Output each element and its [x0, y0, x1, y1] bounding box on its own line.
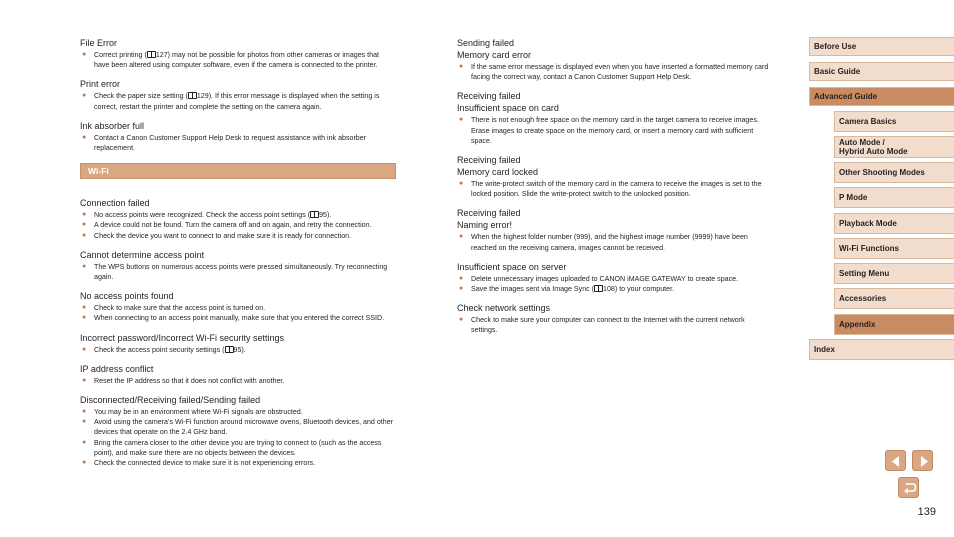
nav-accessories[interactable]: Accessories — [834, 288, 954, 309]
remedy-item — [80, 220, 396, 230]
remedy-text: No access points were recognized. Check the access point settings ( — [94, 211, 311, 220]
remedy-list — [80, 262, 396, 282]
error-entry — [457, 155, 773, 199]
remedy-text: When connecting to an access point manually, make sure that you entered the correct SSID. — [94, 314, 385, 323]
remedy-text: The WPS buttons on numerous access points were pressed simultaneously. Try reconnecting again. — [94, 262, 388, 282]
remedy-item — [80, 458, 396, 468]
remedy-item — [457, 274, 773, 284]
error-entry — [80, 364, 396, 386]
remedy-text: Check the device you want to connect to and make sure it is ready for connection. — [94, 231, 352, 240]
nav-before-use[interactable]: Before Use — [809, 37, 954, 56]
page-number: 139 — [917, 506, 936, 518]
nav-advanced-guide[interactable]: Advanced Guide — [809, 87, 954, 106]
bullet-icon: ● — [459, 233, 464, 241]
error-title: IP address conflict — [80, 363, 154, 374]
error-title: Disconnected/Receiving failed/Sending failed — [80, 395, 261, 406]
next-page-icon — [913, 451, 934, 472]
bullet-icon: ● — [459, 63, 464, 70]
remedy-list — [80, 50, 396, 70]
error-subtitle: Naming error! — [457, 220, 513, 231]
nav-other-shooting-modes[interactable]: Other Shooting Modes — [834, 162, 954, 183]
left-column — [80, 38, 396, 477]
remedy-text: Reset the IP address so that it does not conflict with another. — [94, 376, 285, 385]
error-entry — [80, 198, 396, 241]
remedy-list — [80, 210, 396, 241]
error-entry — [80, 79, 396, 111]
bullet-icon: ● — [82, 304, 87, 312]
page-reference-link[interactable]: 95 — [319, 211, 327, 220]
remedy-item — [457, 115, 773, 146]
remedy-text: Check the access point security settings ( — [94, 345, 225, 354]
remedy-text-end: ). — [241, 345, 246, 354]
error-title: No access points found — [80, 291, 174, 302]
return-button[interactable] — [898, 477, 919, 498]
nav-auto-mode-line2: Hybrid Auto Mode — [839, 147, 908, 156]
bullet-icon: ● — [82, 92, 87, 100]
middle-column — [457, 38, 773, 345]
error-title: Insufficient space on server — [457, 261, 567, 272]
nav-basic-guide[interactable]: Basic Guide — [809, 62, 954, 81]
error-title: Cannot determine access point — [80, 249, 205, 260]
bullet-icon: ● — [459, 285, 464, 293]
error-entry — [457, 262, 773, 294]
remedy-text: Save the images sent via Image Sync ( — [471, 285, 595, 294]
remedy-list — [457, 315, 773, 335]
remedy-text: When the highest folder number (999), and the highest image number (9999) have been reached on the receiving camera, images cannot be received. — [471, 233, 748, 252]
page-reference-link[interactable]: 108 — [603, 285, 615, 294]
remedy-item — [457, 284, 773, 294]
nav-playback-mode[interactable]: Playback Mode — [834, 213, 954, 234]
remedy-list — [80, 376, 396, 386]
bullet-icon: ● — [82, 418, 87, 426]
remedy-item — [80, 262, 396, 282]
error-title: Ink absorber full — [80, 120, 145, 131]
bullet-icon: ● — [82, 438, 87, 446]
error-subtitle: Memory card locked — [457, 167, 539, 178]
page-reference-link[interactable]: 129 — [196, 92, 209, 101]
printer-errors-group — [80, 38, 396, 153]
remedy-text: A device could not be found. Turn the camera off and on again, and retry the connection. — [94, 221, 372, 230]
remedy-text-end: ) may not be possible for photos from other cameras or images that have been altered using computer software, even if the camera is connected to the printer. — [94, 51, 380, 70]
book-ref-icon — [310, 211, 319, 218]
bullet-icon: ● — [82, 314, 87, 322]
book-ref-icon — [225, 346, 234, 353]
bullet-icon: ● — [82, 262, 87, 270]
error-title: Print error — [80, 79, 121, 90]
remedy-list — [457, 179, 773, 199]
wifi-errors-group — [80, 198, 396, 468]
error-entry — [80, 333, 396, 355]
error-subtitle: Insufficient space on card — [457, 103, 559, 114]
bullet-icon: ● — [82, 221, 87, 229]
error-entry — [80, 121, 396, 153]
bullet-icon: ● — [459, 316, 464, 324]
nav-auto-mode[interactable] — [834, 136, 954, 158]
nav-appendix[interactable]: Appendix — [834, 314, 954, 335]
error-title: Incorrect password/Incorrect Wi-Fi security settings — [80, 332, 285, 343]
remedy-text-end: ) to your computer. — [614, 285, 675, 294]
bullet-icon: ● — [82, 133, 87, 141]
remedy-text: Avoid using the camera’s Wi-Fi function around microwave ovens, Bluetooth devices, and other devices that operate on the 2.4 GHz band. — [94, 418, 394, 437]
bullet-icon: ● — [459, 116, 464, 124]
bullet-icon: ● — [82, 459, 87, 467]
remedy-list — [457, 62, 773, 82]
bullet-icon: ● — [459, 180, 464, 188]
remedy-item — [80, 50, 396, 70]
next-page-button[interactable] — [912, 450, 933, 471]
error-subtitle: Memory card error — [457, 50, 532, 60]
return-icon — [899, 478, 920, 499]
remedy-item — [80, 303, 396, 313]
remedy-list — [457, 232, 773, 252]
error-title: Check network settings — [457, 303, 551, 314]
prev-page-button[interactable] — [885, 450, 906, 471]
remedy-item — [457, 315, 773, 335]
remedy-item — [457, 232, 773, 252]
remedy-item — [80, 91, 396, 111]
error-title: Receiving failed — [457, 208, 521, 219]
bullet-icon: ● — [82, 51, 87, 58]
wifi-section-header: Wi-Fi — [80, 163, 396, 179]
remedy-item — [80, 313, 396, 323]
book-ref-icon — [594, 285, 603, 292]
nav-p-mode[interactable]: P Mode — [834, 187, 954, 208]
nav-camera-basics[interactable]: Camera Basics — [834, 111, 954, 132]
bullet-icon: ● — [459, 274, 464, 282]
remedy-text: Check the connected device to make sure it is not experiencing errors. — [94, 459, 316, 468]
error-entry — [457, 208, 773, 252]
remedy-list — [80, 91, 396, 111]
prev-page-icon — [886, 451, 907, 472]
remedy-list — [80, 303, 396, 323]
nav-wifi-functions[interactable]: Wi-Fi Functions — [834, 238, 954, 259]
error-entry — [457, 91, 773, 146]
page-reference-link[interactable]: 95 — [233, 345, 242, 354]
remedy-item — [457, 179, 773, 199]
remedy-text: If the same error message is displayed even when you have inserted a formatted memory card facing the correct way, contact a Canon Customer Support Help Desk. — [471, 63, 769, 82]
remedy-text: Check to make sure your computer can connect to the Internet with the current network settings. — [471, 316, 745, 335]
remedy-list — [80, 407, 396, 468]
remedy-text: The write-protect switch of the memory card in the camera to receive the images is set to the locked position. Slide the write-protect switch to the unlocked position. — [471, 180, 762, 199]
remedy-list — [457, 115, 773, 146]
error-title: Connection failed — [80, 198, 150, 209]
nav-index[interactable]: Index — [809, 339, 954, 360]
remedy-text-end: ). If this error message is displayed when the setting is correct, restart the printer and complete the setting on the camera again. — [94, 92, 380, 111]
remedy-list — [457, 274, 773, 294]
bullet-icon: ● — [82, 231, 87, 239]
bullet-icon: ● — [82, 345, 87, 353]
book-ref-icon — [188, 92, 197, 99]
error-entry — [80, 291, 396, 323]
bullet-icon: ● — [82, 211, 87, 219]
book-ref-icon — [147, 51, 156, 58]
remedy-text: Correct printing ( — [94, 51, 147, 59]
bullet-icon: ● — [82, 408, 87, 416]
remedy-text: Contact a Canon Customer Support Help Desk to request assistance with ink absorber replacement. — [94, 133, 367, 153]
remedy-list — [80, 345, 396, 355]
transfer-errors-group — [457, 38, 773, 336]
remedy-text: There is not enough free space on the memory card in the target camera to receive images. Erase images to create space on the memory card, or insert a memory card with sufficient space. — [471, 116, 759, 145]
remedy-item — [80, 231, 396, 241]
remedy-item — [457, 62, 773, 82]
error-title: File Error — [80, 38, 118, 48]
remedy-item — [80, 345, 396, 355]
remedy-item — [80, 417, 396, 437]
remedy-text: Check to make sure that the access point is turned on. — [94, 304, 266, 313]
error-entry — [80, 250, 396, 282]
error-entry — [80, 38, 396, 70]
error-entry — [457, 303, 773, 335]
nav-setting-menu[interactable]: Setting Menu — [834, 263, 954, 284]
remedy-item — [80, 133, 396, 153]
remedy-item — [80, 210, 396, 220]
remedy-text-end: ). — [326, 211, 332, 220]
remedy-text: You may be in an environment where Wi-Fi signals are obstructed. — [94, 408, 303, 417]
error-entry — [80, 395, 396, 468]
page-reference-link[interactable]: 127 — [155, 51, 168, 59]
remedy-item — [80, 438, 396, 458]
remedy-text: Check the paper size setting ( — [94, 92, 188, 101]
bullet-icon: ● — [82, 376, 87, 384]
remedy-list — [80, 133, 396, 153]
remedy-text: Delete unnecessary images uploaded to CANON iMAGE GATEWAY to create space. — [471, 274, 739, 283]
remedy-item — [80, 376, 396, 386]
error-title: Sending failed — [457, 38, 515, 48]
error-title: Receiving failed — [457, 155, 521, 166]
error-title: Receiving failed — [457, 91, 521, 102]
remedy-text: Bring the camera closer to the other device you are trying to connect to (such as the access point), and make sure there are no objects between the devices. — [94, 438, 382, 457]
error-entry — [457, 38, 773, 82]
remedy-item — [80, 407, 396, 417]
nav-auto-mode-line1: Auto Mode / — [839, 138, 885, 147]
